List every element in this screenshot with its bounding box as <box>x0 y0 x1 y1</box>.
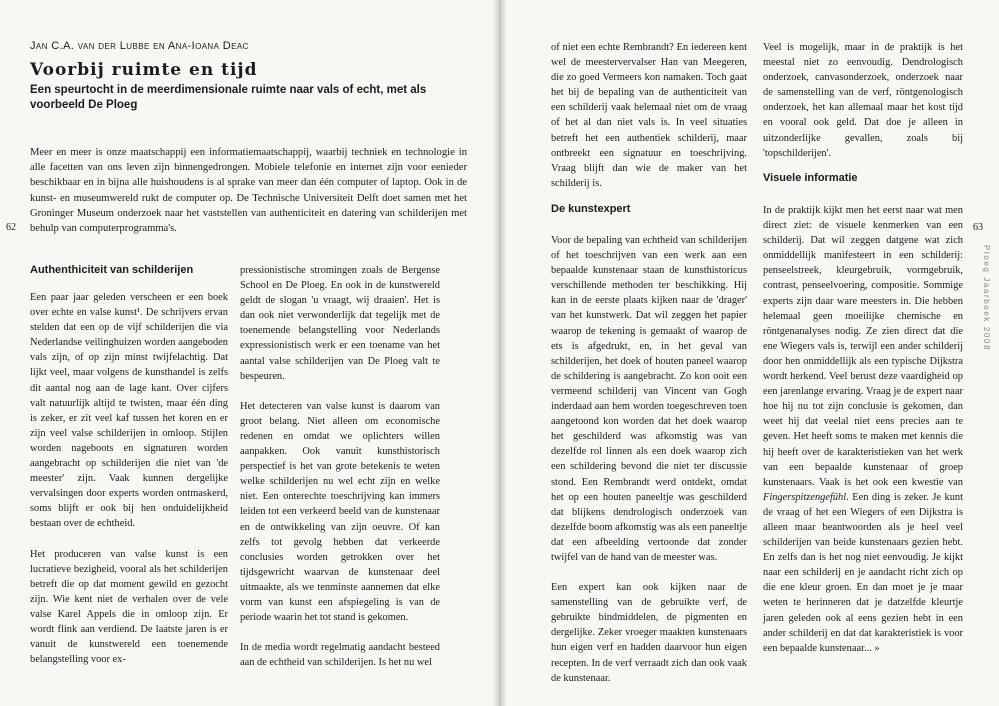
paragraph: In de media wordt regelmatig aandacht besteed aan de echtheid van schilderijen. Is het nu wel <box>240 642 440 669</box>
page-number-left: 62 <box>6 222 16 233</box>
section-heading-authenticity: Authenthiciteit van schilderijen <box>30 264 194 276</box>
right-column-1-top <box>551 40 747 206</box>
article-subtitle: Een speurtocht in de meerdimensionale ruimte naar vals of echt, met als voorbeeld De Ploeg <box>30 84 427 111</box>
paragraph: Voor de bepaling van echtheid van schilderijen of het toeschrijven van een werk aan een bepaalde kunstenaar staan de kunsthistoricus verschillende methoden ter beschikking. Hij kan in de eerste plaats kijken naar de 'drager' van het kunstwerk. Dat wil zeggen het papier waarop de tekening is gemaakt of waarop de ets is afgedrukt, en, in het geval van schilderijen, het doek of houten paneel waarop de schildering is aangebracht. Zo kon ooit een vermeend schilderij van Vincent van Gogh inderdaad aan hem worden toegeschreven toen aangetoond kon worden dat het doek waarop het geschilderd was afkomstig was van dezelfde rol linnen als een doek waarop zich een schildering bevond die niet ter discussie stond. Een Rembrandt werd ontdekt, omdat het op een houten paneeltje was geschilderd dat blijkens dendrologisch onderzoek van dezelfde boom afkomstig was als een paneeltje dat een afbeelding vertoonde dat zonder twijfel van de hand van de meester was. <box>551 235 747 563</box>
right-column-1 <box>551 233 747 701</box>
running-head <box>975 245 997 475</box>
article-intro: Meer en meer is onze maatschappij een informatiemaatschappij, waarbij techniek en technologie in alle facetten van ons leven zijn binnengedrongen. Mobiele telefonie en internet zijn voor eenieder beschikbaar en in bijna alle huishoudens is al sprake van meer dan één computer of laptop. Ook in de kunst- en museumwereld rukt de computer op. De Technische Universiteit Delft doet samen met het Groninger Museum onderzoek naar het vaststellen van authenticiteit en datering van schilderijen met behulp van computerprogramma's. <box>30 147 467 235</box>
paragraph-text: In de praktijk kijkt men het eerst naar wat men direct ziet: de visuele kenmerken van een schilderij. Dat wil zeggen datgene wat zich onmiddellijk manifesteert in een schilderij: penseelstreek, kleurgebruik, vormgebruik, contrast, penseelvoering, compositie. Sommige experts zijn daar ware meesters in. Die hebben helemaal geen moeilijke chemische en röntgenanalyses nodig. Ze zien direct dat die ene Wiegers vals is, terwijl een ander schilderij door hen onmiddellijk als een typische Dijkstra wordt herkend. Veel berust deze vaardigheid op een jarenlange ervaring. Vraag je de expert naar hoe hij nu tot zijn conclusie is gekomen, dan weet hij dat veelal niet eens precies aan te geven. Het heeft soms te maken met kennis die hij heeft over de karakteristieken van het werk van een bepaalde kunstenaar of groep kunstenaars. Vaak is het ook een kwestie van <box>763 205 963 488</box>
article-authors: Jan C.A. van der Lubbe en Ana-Ioana Deac <box>30 40 249 52</box>
left-column-2 <box>240 263 440 685</box>
paragraph: Een paar jaar geleden verscheen er een boek over echte en valse kunst¹. De schrijvers ervan stelden dat een op de vijf schilderijen die via Nederlandse veilinghuizen worden aangeboden vals zijn, of op zijn minst twijfelachtig. Dat lijkt veel, maar volgens de kunsthandel is zelfs dit aantal nog aan de lage kant. Over cijfers valt natuurlijk altijd te twisten, maar één ding is zeker, er zit veel kaf tussen het koren en er zijn veel valse schilderijen in omloop. Stijlen worden nageboots en signaturen worden aangebracht op schilderijen die niet van 'de meester' zijn. Vaak kunnen dergelijke vervalsingen door experts worden ontmaskerd, soms blijft er ook bij hen onduidelijkheid bestaan over de echtheid. <box>30 292 228 530</box>
paragraph-text: . Een ding is zeker. Je kunt de vraag of het een Wiegers of een Dijkstra is alleen maar beantwoorden als je heel veel schilderijen van beide kunstenaars gezien hebt. En zelfs dan is het nog niet eenvoudig. Je kijkt naar een schilderij en je aandacht richt zich op die ene kleur groen. En dan moet je je maar weten te herinneren dat je datzelfde kleurtje jaren geleden ook al eens gezien hebt in een ander schilderij en dat dat karakteristiek is voor een bepaalde kunstenaar... » <box>763 491 963 654</box>
paragraph: Veel is mogelijk, maar in de praktijk is het meestal niet zo eenvoudig. Dendrologisch onderzoek, canvasonderzoek, onderzoek naar de samenstelling van de verf, röntgenologisch onderzoek, het kan allemaal maar het kost tijd en vooral ook geld. Dat doe je alleen in uitzonderlijke gevallen, zoals bij 'topschilderijen'. <box>763 42 963 159</box>
page-number-right: 63 <box>973 222 983 233</box>
left-column-1 <box>30 290 228 682</box>
paragraph: Het produceren van valse kunst is een lucratieve bezigheid, vooral als het schilderijen betreft die op dat moment gewild en gezocht zijn. Wie kent niet de verhalen over de vele valse Karel Appels die in omloop zijn. Er wordt flink aan verdiend. De laatste jaren is er vanuit de kunstwereld een toenemende belangstelling voor ex- <box>30 548 228 666</box>
emphasis: Fingerspitzengefühl <box>763 491 847 503</box>
section-heading-expert: De kunstexpert <box>551 203 631 215</box>
section-heading-visual: Visuele informatie <box>763 172 858 184</box>
paragraph: Het detecteren van valse kunst is daarom van groot belang. Niet alleen om economische redenen en omdat we oplichters willen aanpakken. Ook vanuit kunsthistorisch perspectief is het van grote betekenis te weten welke schilderijen nu wel echt zijn en welke niet. Een onterechte toeschrijving kan immers leiden tot een verkeerd beeld van de kunstenaar en de ontwikkeling van zijn oeuvre. Of kan zelfs tot gevolg hebben dat verkeerde conclusies worden getrokken over het tijdsgewricht waarvan de kunstenaar deel uitmaakte, als we tenminste aannemen dat elke vorm van kunst een afspiegeling is van de periode waarin het tot stand is gekomen. <box>240 400 440 624</box>
article-title: Voorbij ruimte en tijd <box>30 60 258 80</box>
paragraph <box>763 203 963 656</box>
paragraph: Een expert kan ook kijken naar de samenstelling van de gebruikte verf, de gebruikte bindmiddelen, de pigmenten en dergelijke. Zeker vroeger maakten kunstenaars hun eigen verf en hadden daarvoor hun eigen recepten. In de verf verraadt zich dan ook vaak de kunstenaar. <box>551 582 747 684</box>
running-head-text: Ploeg Jaarboek 2008 <box>982 245 991 352</box>
right-column-2 <box>763 203 963 671</box>
paragraph: of niet een echte Rembrandt? En iedereen kent wel de meestervervalser Han van Meegeren, die zo goed Vermeers kon namaken. Toch gaat het bij de bepaling van de authenticiteit van een schilderij vaak helemaal niet om de vraag of het al dan niet vals is. In veel situaties betreft het een authentiek schilderij, maar ontbreekt een signatuur en toeschrijving. Vraag blijft dan wie de maker van het schilderij is. <box>551 42 747 189</box>
paragraph: pressionistische stromingen zoals de Bergense School en De Ploeg. En ook in de kunstwereld geldt de slogan 'u vraagt, wij draaien'. Het is dan ook niet verwonderlijk dat tegelijk met de toenemende belangstelling voor Nederlands expressionistisch werk er een toename van het aantal valse schilderijen van De Ploeg valt te bespeuren. <box>240 265 440 382</box>
right-column-2-top <box>763 40 963 176</box>
